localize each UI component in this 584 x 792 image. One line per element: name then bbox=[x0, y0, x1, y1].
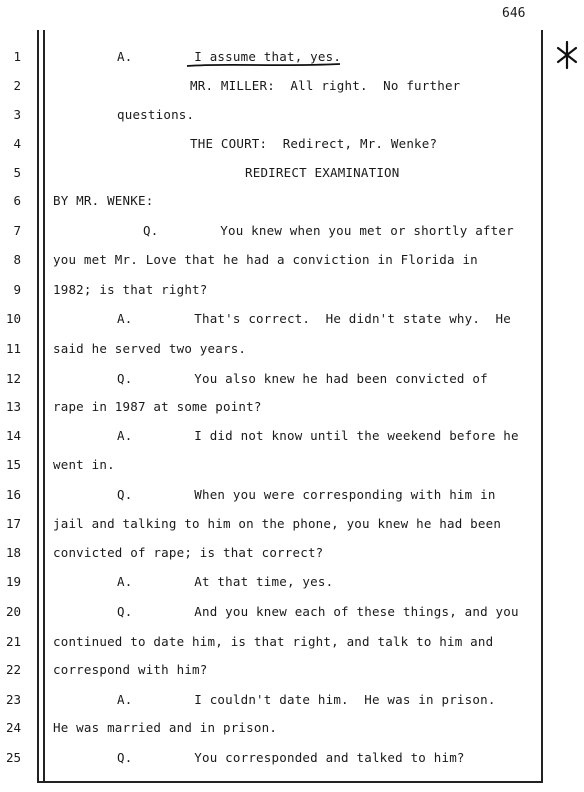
line-number: 12 bbox=[5, 371, 21, 386]
line-number: 2 bbox=[13, 78, 21, 93]
transcript-line: correspond with him? bbox=[53, 662, 208, 677]
transcript-line: convicted of rape; is that correct? bbox=[53, 545, 324, 560]
transcript-line: Q. And you knew each of these things, and you bbox=[117, 604, 519, 619]
transcript-line: Q. You knew when you met or shortly after bbox=[143, 223, 514, 238]
transcript-line: A. I did not know until the weekend before he bbox=[117, 428, 519, 443]
line-number: 6 bbox=[13, 193, 21, 208]
transcript-line: Q. You also knew he had been convicted of bbox=[117, 371, 488, 386]
line-number: 16 bbox=[5, 487, 21, 502]
transcript-line: said he served two years. bbox=[53, 341, 247, 356]
line-number: 20 bbox=[5, 604, 21, 619]
transcript-line: A. That's correct. He didn't state why. He bbox=[117, 311, 512, 326]
bottom-rule bbox=[37, 781, 543, 783]
line-number: 3 bbox=[13, 107, 21, 122]
line-number: 21 bbox=[5, 634, 21, 649]
transcript-line: continued to date him, is that right, and talk to him and bbox=[53, 634, 494, 649]
transcript-line: Q. You corresponded and talked to him? bbox=[117, 750, 465, 765]
transcript-line: A. At that time, yes. bbox=[117, 574, 334, 589]
line-number: 19 bbox=[5, 574, 21, 589]
line-number: 13 bbox=[5, 399, 21, 414]
transcript-line: you met Mr. Love that he had a conviction in Florida in bbox=[53, 252, 478, 267]
transcript-line: Q. When you were corresponding with him in bbox=[117, 487, 496, 502]
line-number: 25 bbox=[5, 750, 21, 765]
transcript-line: BY MR. WENKE: bbox=[53, 193, 154, 208]
line-number: 4 bbox=[13, 136, 21, 151]
line-number: 24 bbox=[5, 720, 21, 735]
line-number: 1 bbox=[13, 49, 21, 64]
transcript-line: He was married and in prison. bbox=[53, 720, 278, 735]
left-margin-rule-outer bbox=[37, 30, 39, 782]
left-margin-rule-inner bbox=[43, 30, 45, 782]
transcript-line: rape in 1987 at some point? bbox=[53, 399, 262, 414]
transcript-line: MR. MILLER: All right. No further bbox=[190, 78, 461, 93]
line-number: 10 bbox=[5, 311, 21, 326]
line-number: 14 bbox=[5, 428, 21, 443]
line-number: 5 bbox=[13, 165, 21, 180]
transcript-line: A. I couldn't date him. He was in prison. bbox=[117, 692, 496, 707]
line-number: 11 bbox=[5, 341, 21, 356]
transcript-line: went in. bbox=[53, 457, 115, 472]
transcript-line: jail and talking to him on the phone, you knew he had been bbox=[53, 516, 502, 531]
transcript-line: questions. bbox=[117, 107, 195, 122]
transcript-line: 1982; is that right? bbox=[53, 282, 208, 297]
transcript-line: THE COURT: Redirect, Mr. Wenke? bbox=[190, 136, 438, 151]
line-number: 9 bbox=[13, 282, 21, 297]
line-number: 23 bbox=[5, 692, 21, 707]
page-number: 646 bbox=[502, 6, 526, 21]
line-number: 8 bbox=[13, 252, 21, 267]
line-number: 18 bbox=[5, 545, 21, 560]
right-margin-rule bbox=[541, 30, 543, 782]
section-heading: REDIRECT EXAMINATION bbox=[245, 165, 400, 180]
asterisk-icon bbox=[556, 40, 578, 70]
line-number: 7 bbox=[13, 223, 21, 238]
transcript-line: A. I assume that, yes. bbox=[117, 49, 342, 64]
line-number: 17 bbox=[5, 516, 21, 531]
line-number: 15 bbox=[5, 457, 21, 472]
line-number: 22 bbox=[5, 662, 21, 677]
